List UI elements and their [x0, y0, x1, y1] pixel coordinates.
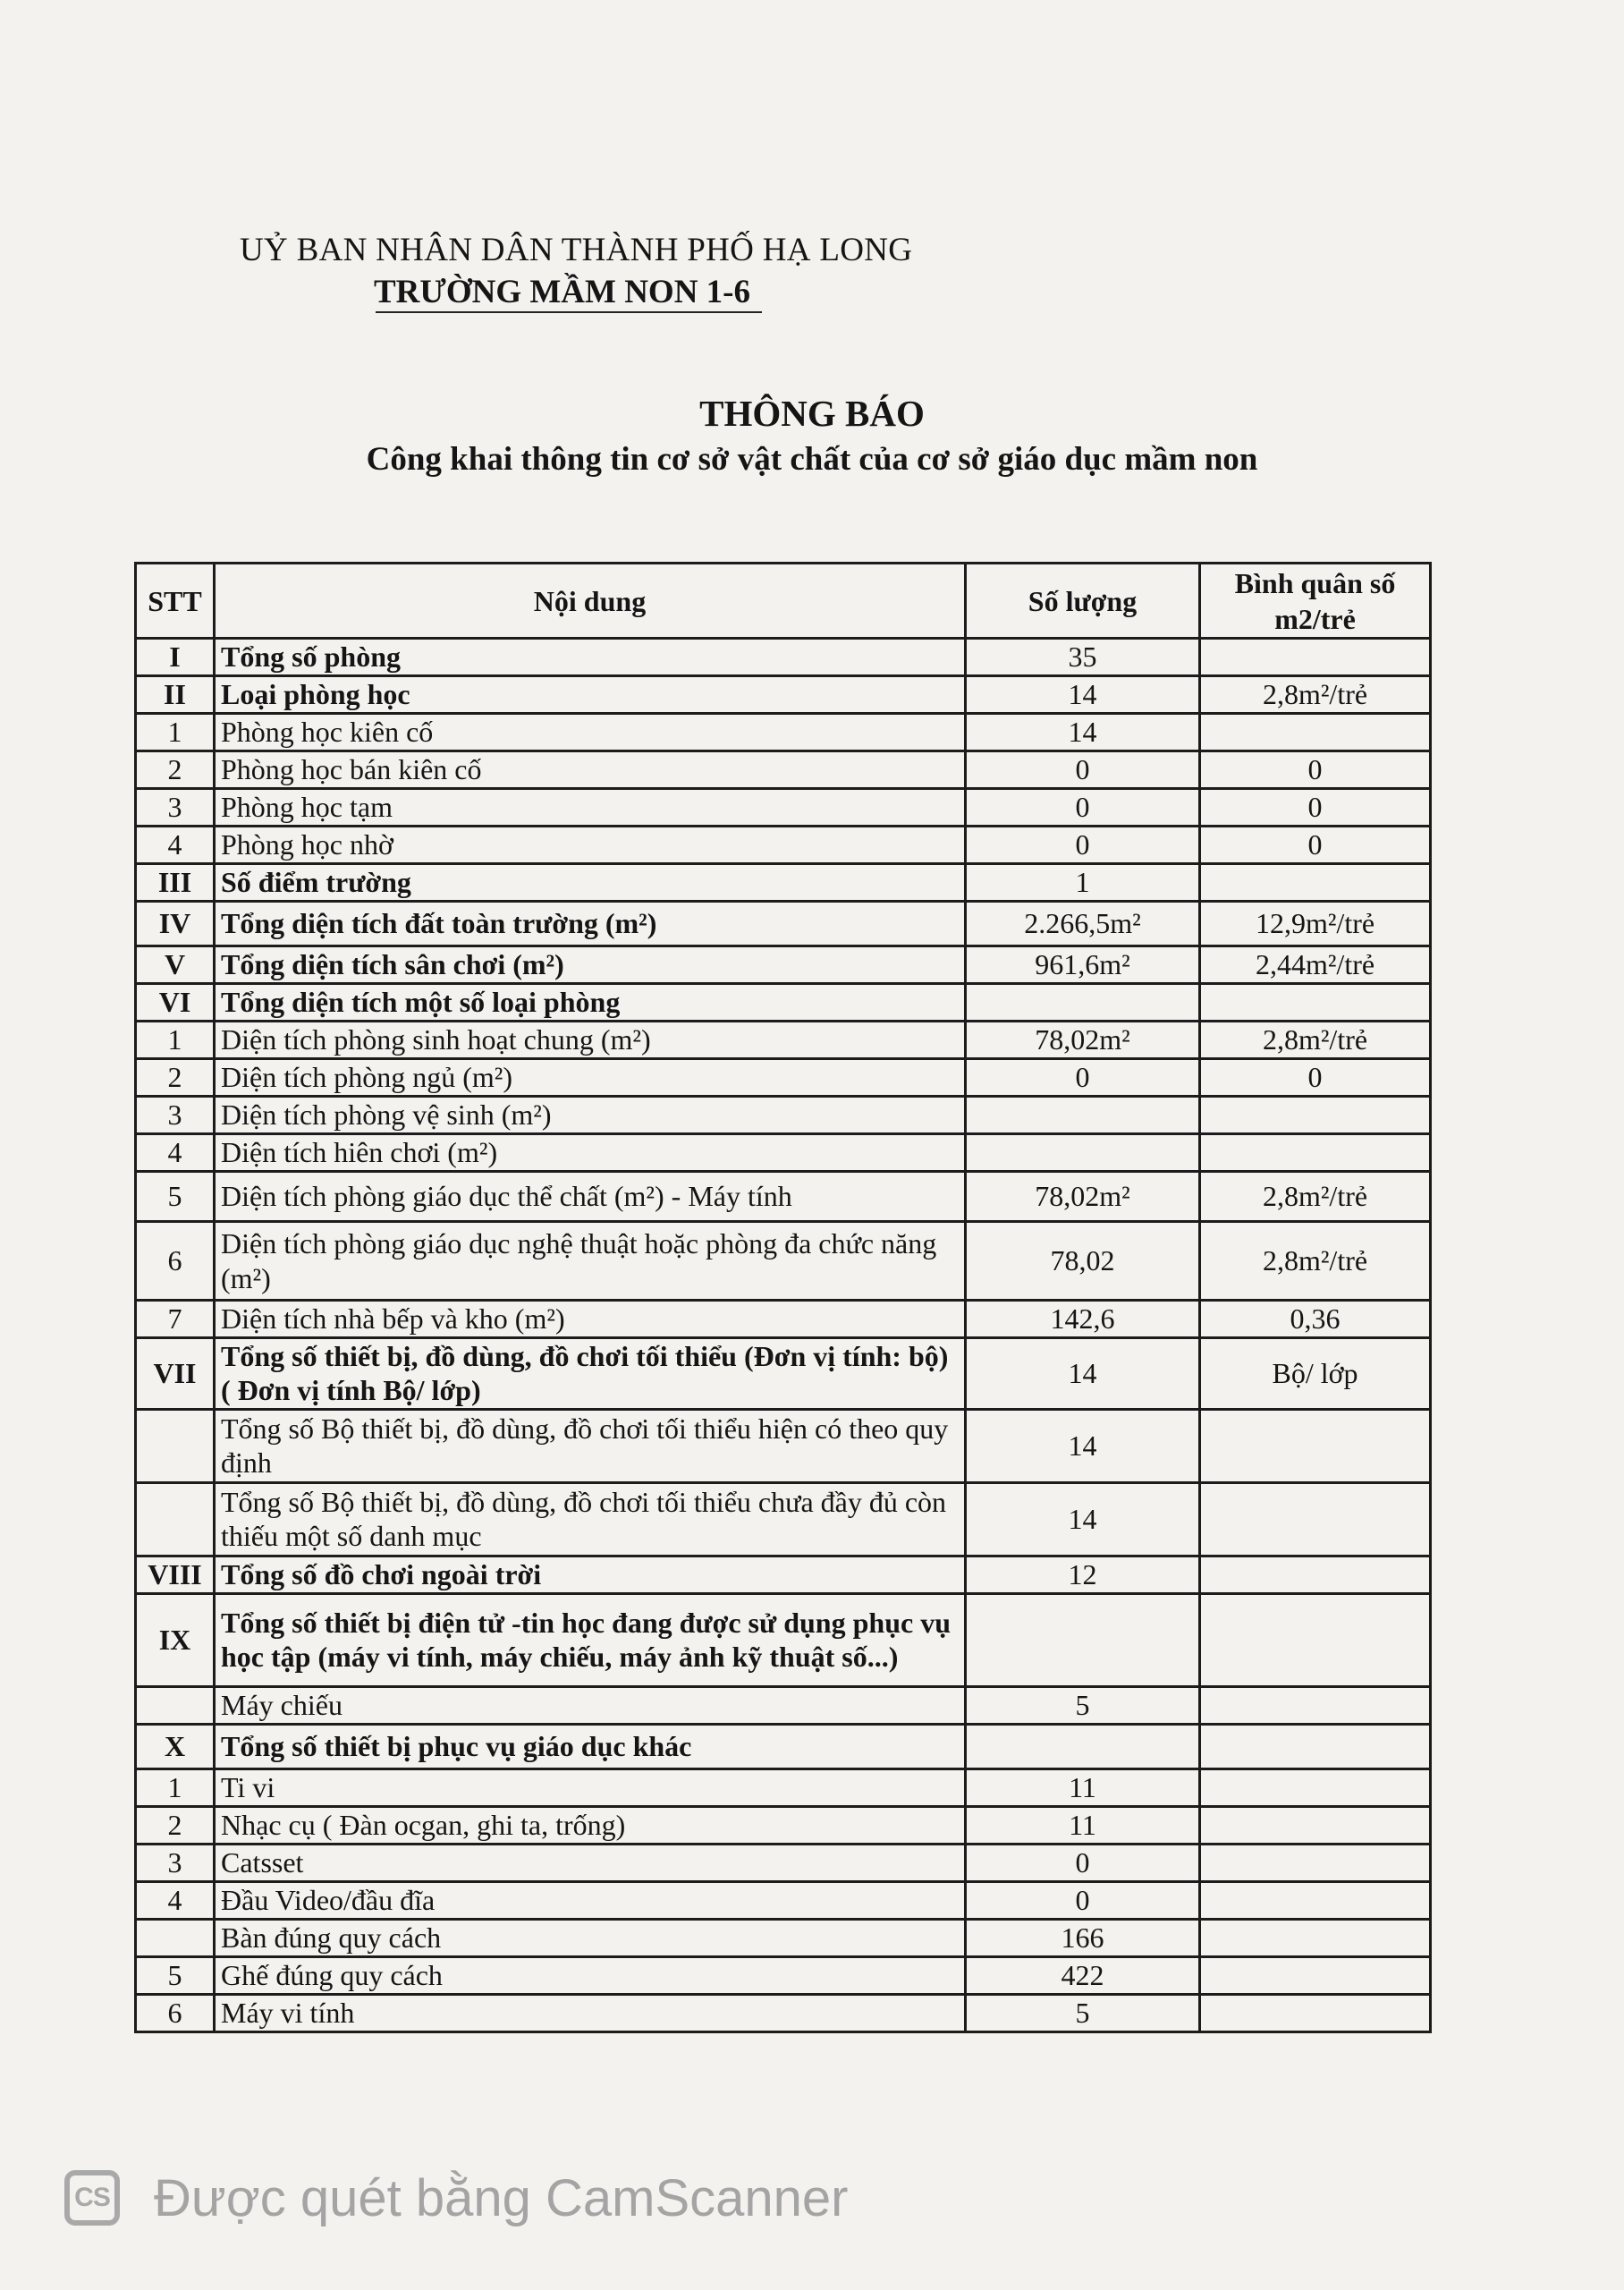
header-content: Nội dung: [215, 564, 966, 639]
row-content: Loại phòng học: [215, 676, 966, 714]
row-stt: I: [136, 639, 215, 676]
row-average: 2,44m²/trẻ: [1200, 946, 1431, 984]
row-quantity: [966, 1593, 1200, 1686]
row-stt: VI: [136, 984, 215, 1022]
row-content: Tổng số thiết bị, đồ dùng, đồ chơi tối thiểu (Đơn vị tính: bộ) ( Đơn vị tính Bộ/ lớp): [215, 1338, 966, 1410]
table-row: [136, 1222, 1431, 1301]
row-quantity: 14: [966, 1338, 1200, 1410]
row-quantity: 166: [966, 1919, 1200, 1956]
row-average: [1200, 639, 1431, 676]
row-content: Máy chiếu: [215, 1686, 966, 1724]
row-stt: 6: [136, 1994, 215, 2031]
row-stt: 1: [136, 1768, 215, 1806]
row-average: Bộ/ lớp: [1200, 1338, 1431, 1410]
row-stt: 4: [136, 1881, 215, 1919]
table-row: [136, 864, 1431, 902]
row-stt: IX: [136, 1593, 215, 1686]
row-content: Diện tích phòng giáo dục nghệ thuật hoặc phòng đa chức năng (m²): [215, 1222, 966, 1301]
row-average: [1200, 1994, 1431, 2031]
table-row: [136, 1301, 1431, 1338]
row-average: 0: [1200, 789, 1431, 827]
row-quantity: [966, 1724, 1200, 1768]
row-content: Máy vi tính: [215, 1994, 966, 2031]
row-content: Diện tích phòng giáo dục thể chất (m²) - Máy tính: [215, 1172, 966, 1222]
table-row: [136, 1482, 1431, 1556]
row-content: Tổng diện tích đất toàn trường (m²): [215, 902, 966, 946]
row-average: [1200, 1806, 1431, 1844]
row-quantity: 0: [966, 827, 1200, 864]
row-average: [1200, 864, 1431, 902]
row-content: Tổng số phòng: [215, 639, 966, 676]
row-average: [1200, 1097, 1431, 1134]
row-quantity: [966, 984, 1200, 1022]
row-quantity: 5: [966, 1994, 1200, 2031]
row-stt: 6: [136, 1222, 215, 1301]
row-quantity: 14: [966, 1482, 1200, 1556]
row-average: 2,8m²/trẻ: [1200, 676, 1431, 714]
row-average: 2,8m²/trẻ: [1200, 1172, 1431, 1222]
table-row: [136, 1172, 1431, 1222]
row-stt: 2: [136, 751, 215, 789]
table-header-row: [136, 564, 1431, 639]
row-content: Ti vi: [215, 1768, 966, 1806]
row-stt: [136, 1409, 215, 1482]
row-average: [1200, 714, 1431, 751]
row-stt: IV: [136, 902, 215, 946]
header-quantity: Số lượng: [966, 564, 1200, 639]
row-quantity: 2.266,5m²: [966, 902, 1200, 946]
row-stt: X: [136, 1724, 215, 1768]
row-content: Phòng học tạm: [215, 789, 966, 827]
row-quantity: 0: [966, 1059, 1200, 1097]
table-row: [136, 1593, 1431, 1686]
row-average: [1200, 1919, 1431, 1956]
table-row: [136, 902, 1431, 946]
row-stt: VIII: [136, 1556, 215, 1593]
row-content: Diện tích phòng sinh hoạt chung (m²): [215, 1022, 966, 1059]
camscanner-logo-icon: CS: [64, 2170, 120, 2226]
camscanner-text: Được quét bằng CamScanner: [154, 2168, 849, 2227]
row-quantity: 35: [966, 639, 1200, 676]
row-stt: 5: [136, 1956, 215, 1994]
table-row: [136, 789, 1431, 827]
table-row: [136, 1919, 1431, 1956]
header-underline: [376, 311, 762, 313]
row-content: Tổng diện tích một số loại phòng: [215, 984, 966, 1022]
row-stt: 7: [136, 1301, 215, 1338]
row-content: Tổng số đồ chơi ngoài trời: [215, 1556, 966, 1593]
organization-name: UỶ BAN NHÂN DÂN THÀNH PHỐ HẠ LONG: [240, 232, 913, 268]
row-quantity: 0: [966, 1844, 1200, 1881]
row-content: Đầu Video/đầu đĩa: [215, 1881, 966, 1919]
row-stt: 3: [136, 1097, 215, 1134]
row-quantity: 14: [966, 1409, 1200, 1482]
table-row: [136, 827, 1431, 864]
table-row: [136, 714, 1431, 751]
row-average: 2,8m²/trẻ: [1200, 1022, 1431, 1059]
row-content: Diện tích phòng ngủ (m²): [215, 1059, 966, 1097]
row-quantity: 11: [966, 1806, 1200, 1844]
header-stt: STT: [136, 564, 215, 639]
header-average: Bình quân số m2/trẻ: [1200, 564, 1431, 639]
table-row: [136, 946, 1431, 984]
table-row: [136, 676, 1431, 714]
row-average: 2,8m²/trẻ: [1200, 1222, 1431, 1301]
row-content: Tổng số Bộ thiết bị, đồ dùng, đồ chơi tối thiểu hiện có theo quy định: [215, 1409, 966, 1482]
row-stt: 2: [136, 1806, 215, 1844]
row-stt: 4: [136, 1134, 215, 1172]
row-quantity: [966, 1134, 1200, 1172]
table-row: [136, 1556, 1431, 1593]
row-content: Phòng học nhờ: [215, 827, 966, 864]
row-quantity: 0: [966, 751, 1200, 789]
row-quantity: 0: [966, 1881, 1200, 1919]
school-name: TRƯỜNG MẦM NON 1-6: [374, 274, 750, 310]
row-average: [1200, 1482, 1431, 1556]
row-stt: 1: [136, 714, 215, 751]
camscanner-watermark: [64, 2167, 849, 2229]
row-quantity: 78,02: [966, 1222, 1200, 1301]
row-quantity: 5: [966, 1686, 1200, 1724]
table-row: [136, 1097, 1431, 1134]
row-stt: [136, 1919, 215, 1956]
table-row: [136, 1724, 1431, 1768]
row-content: Ghế đúng quy cách: [215, 1956, 966, 1994]
row-average: [1200, 1593, 1431, 1686]
table-row: [136, 1844, 1431, 1881]
row-average: [1200, 1844, 1431, 1881]
table-row: [136, 1022, 1431, 1059]
row-quantity: 961,6m²: [966, 946, 1200, 984]
row-average: [1200, 1686, 1431, 1724]
row-quantity: 78,02m²: [966, 1172, 1200, 1222]
table-row: [136, 1956, 1431, 1994]
row-content: Tổng số thiết bị điện tử -tin học đang được sử dụng phục vụ học tập (máy vi tính, máy chiếu, máy ảnh kỹ thuật số...): [215, 1593, 966, 1686]
row-content: Diện tích nhà bếp và kho (m²): [215, 1301, 966, 1338]
row-average: [1200, 1409, 1431, 1482]
row-quantity: 14: [966, 676, 1200, 714]
table-row: [136, 1768, 1431, 1806]
row-average: [1200, 1134, 1431, 1172]
row-stt: III: [136, 864, 215, 902]
row-stt: 3: [136, 789, 215, 827]
row-content: Phòng học kiên cố: [215, 714, 966, 751]
row-average: [1200, 1724, 1431, 1768]
row-stt: II: [136, 676, 215, 714]
row-content: Tổng số Bộ thiết bị, đồ dùng, đồ chơi tối thiểu chưa đầy đủ còn thiếu một số danh mục: [215, 1482, 966, 1556]
facilities-table: [134, 562, 1432, 2033]
row-average: 0: [1200, 751, 1431, 789]
row-stt: 5: [136, 1172, 215, 1222]
table-row: [136, 1409, 1431, 1482]
table-row: [136, 1059, 1431, 1097]
row-quantity: 14: [966, 714, 1200, 751]
row-stt: V: [136, 946, 215, 984]
row-quantity: 78,02m²: [966, 1022, 1200, 1059]
row-quantity: 1: [966, 864, 1200, 902]
row-content: Tổng số thiết bị phục vụ giáo dục khác: [215, 1724, 966, 1768]
row-quantity: 12: [966, 1556, 1200, 1593]
row-stt: 3: [136, 1844, 215, 1881]
row-average: [1200, 1556, 1431, 1593]
row-stt: 2: [136, 1059, 215, 1097]
row-average: [1200, 1881, 1431, 1919]
row-average: 0: [1200, 1059, 1431, 1097]
row-average: [1200, 984, 1431, 1022]
table-row: [136, 1134, 1431, 1172]
row-content: Phòng học bán kiên cố: [215, 751, 966, 789]
table-row: [136, 1994, 1431, 2031]
table-row: [136, 1686, 1431, 1724]
table-row: [136, 639, 1431, 676]
row-stt: 4: [136, 827, 215, 864]
row-content: Diện tích hiên chơi (m²): [215, 1134, 966, 1172]
row-content: Catsset: [215, 1844, 966, 1881]
table-body: [136, 639, 1431, 2032]
table-row: [136, 751, 1431, 789]
table-row: [136, 1881, 1431, 1919]
row-average: 12,9m²/trẻ: [1200, 902, 1431, 946]
table-row: [136, 1338, 1431, 1410]
document-title: THÔNG BÁO: [699, 393, 925, 434]
row-quantity: [966, 1097, 1200, 1134]
row-stt: [136, 1686, 215, 1724]
row-content: Diện tích phòng vệ sinh (m²): [215, 1097, 966, 1134]
table-row: [136, 1806, 1431, 1844]
row-stt: VII: [136, 1338, 215, 1410]
table-row: [136, 984, 1431, 1022]
row-quantity: 0: [966, 789, 1200, 827]
row-stt: [136, 1482, 215, 1556]
row-content: Bàn đúng quy cách: [215, 1919, 966, 1956]
row-content: Tổng diện tích sân chơi (m²): [215, 946, 966, 984]
row-average: [1200, 1768, 1431, 1806]
document-subtitle: Công khai thông tin cơ sở vật chất của cơ sở giáo dục mầm non: [366, 441, 1258, 478]
row-stt: 1: [136, 1022, 215, 1059]
row-content: Nhạc cụ ( Đàn ocgan, ghi ta, trống): [215, 1806, 966, 1844]
row-quantity: 142,6: [966, 1301, 1200, 1338]
row-average: 0,36: [1200, 1301, 1431, 1338]
row-average: 0: [1200, 827, 1431, 864]
row-average: [1200, 1956, 1431, 1994]
row-quantity: 422: [966, 1956, 1200, 1994]
row-quantity: 11: [966, 1768, 1200, 1806]
row-content: Số điểm trường: [215, 864, 966, 902]
